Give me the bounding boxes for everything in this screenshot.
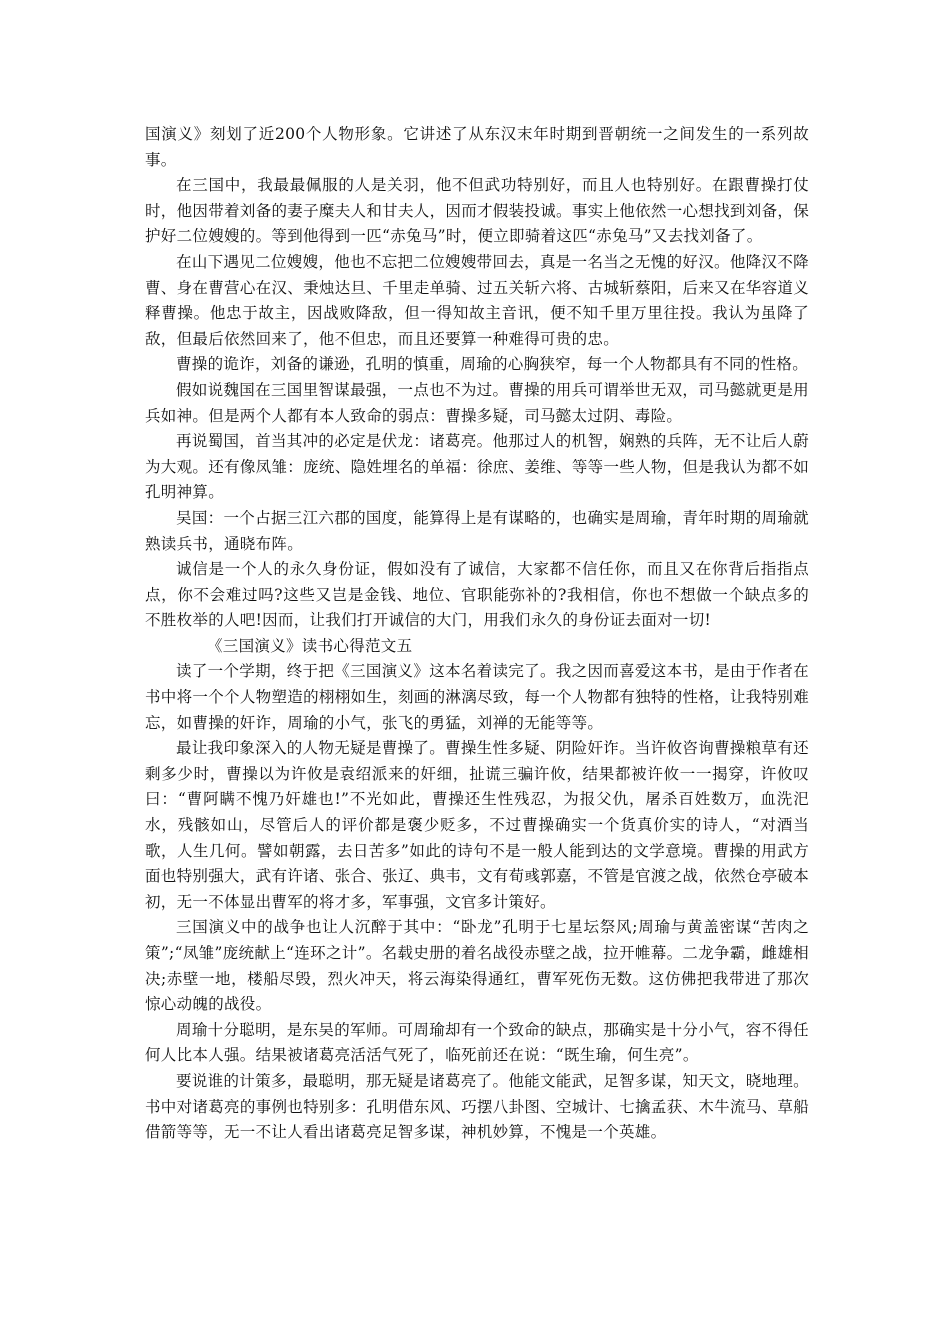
paragraph-14: 要说谁的计策多，最聪明，那无疑是诸葛亮了。他能文能武，足智多谋，知天文，晓地理。书中对诸葛亮的事例也特别多：孔明借东风、巧摆八卦图、空城计、七擒孟获、木牛流马、草船借箭等等，无一不让人看出诸葛亮足智多谋，神机妙算，不愧是一个英雄。 xyxy=(145,1071,809,1142)
paragraph-11: 最让我印象深入的人物无疑是曹操了。曹操生性多疑、阴险奸诈。当许攸咨询曹操粮草有还剩多少时，曹操以为许攸是袁绍派来的奸细，扯谎三骗许攸，结果都被许攸一一揭穿，许攸叹曰：“曹阿瞒不愧乃奸雄也!”不光如此，曹操还生性残忍，为报父仇，屠杀百姓数万，血洗汜水，残骸如山，尽管后人的评价都是褒少贬多，不过曹操确实一个货真价实的诗人，“对酒当歌，人生几何。譬如朝露，去日苦多”如此的诗句不是一般人能到达的文学意境。曹操的用武方面也特别强大，武有许诸、张合、张辽、典韦，文有荀彧郭嘉，不管是官渡之战，依然仓亭破本初，无一不体显出曹军的将才多，军事强，文官多计策好。 xyxy=(145,739,809,911)
paragraph-10: 读了一个学期，终于把《三国演义》这本名着读完了。我之因而喜爱这本书，是由于作者在书中将一个个人物塑造的栩栩如生，刻画的淋漓尽致，每一个人物都有独特的性格，让我特别难忘，如曹操的奸诈，周瑜的小气，张飞的勇猛，刘禅的无能等等。 xyxy=(145,662,809,732)
paragraph-5: 假如说魏国在三国里智谋最强，一点也不为过。曹操的用兵可谓举世无双，司马懿就更是用兵如神。但是两个人都有本人致命的弱点：曹操多疑，司马懿太过阴、毒险。 xyxy=(145,380,809,425)
paragraph-13: 周瑜十分聪明，是东吴的军师。可周瑜却有一个致命的缺点，那确实是十分小气，容不得任何人比本人强。结果被诸葛亮活活气死了，临死前还在说：“既生瑜，何生亮”。 xyxy=(145,1020,809,1065)
paragraph-3: 在山下遇见二位嫂嫂，他也不忘把二位嫂嫂带回去，真是一名当之无愧的好汉。他降汉不降曹、身在曹营心在汉、秉烛达旦、千里走单骑、过五关斩六将、古城斩蔡阳，后来又在华容道义释曹操。他忠于故主，因战败降敌，但一得知故主音讯，便不知千里万里往投。我认为虽降了敌，但最后依然回来了，他不但忠，而且还要算一种难得可贵的忠。 xyxy=(145,252,809,348)
paragraph-4: 曹操的诡诈，刘备的谦逊，孔明的慎重，周瑜的心胸狭窄，每一个人物都具有不同的性格。 xyxy=(176,355,809,374)
paragraph-6: 再说蜀国，首当其冲的必定是伏龙：诸葛亮。他那过人的机智，娴熟的兵阵，无不让后人蔚为大观。还有像凤雏：庞统、隐姓埋名的单福：徐庶、姜维、等等一些人物，但是我认为都不如孔明神算。 xyxy=(145,432,809,502)
paragraph-1: 国演义》刻划了近200个人物形象。它讲述了从东汉末年时期到晋朝统一之间发生的一系列故事。 xyxy=(145,125,809,169)
paragraph-12: 三国演义中的战争也让人沉醉于其中：“卧龙”孔明于七星坛祭风;周瑜与黄盖密谋“苦肉之策”;“凤雏”庞统献上“连环之计”。名载史册的着名战役赤壁之战，拉开帷幕。二龙争霸，雌雄相决;赤壁一地，楼船尽毁，烈火冲天，将云海染得通红，曹军死伤无数。这仿佛把我带进了那次惊心动魄的战役。 xyxy=(145,918,809,1014)
document-body xyxy=(145,122,809,1146)
paragraph-2: 在三国中，我最最佩服的人是关羽，他不但武功特别好，而且人也特别好。在跟曹操打仗时，他因带着刘备的妻子糜夫人和甘夫人，因而才假装投诚。事实上他依然一心想找到刘备，保护好二位嫂嫂的。等到他得到一匹“赤兔马”时，便立即骑着这匹“赤兔马”又去找刘备了。 xyxy=(145,176,809,246)
paragraph-7: 吴国：一个占据三江六郡的国度，能算得上是有谋略的，也确实是周瑜，青年时期的周瑜就熟读兵书，通晓布阵。 xyxy=(145,508,809,553)
section-heading: 《三国演义》读书心得范文五 xyxy=(207,636,413,655)
paragraph-8: 诚信是一个人的永久身份证，假如没有了诚信，大家都不信任你，而且又在你背后指指点点，你不会难过吗?这些又岂是金钱、地位、官职能弥补的?我相信，你也不想做一个缺点多的不胜枚举的人吧!因而，让我们打开诚信的大门，用我们永久的身份证去面对一切! xyxy=(145,560,809,630)
